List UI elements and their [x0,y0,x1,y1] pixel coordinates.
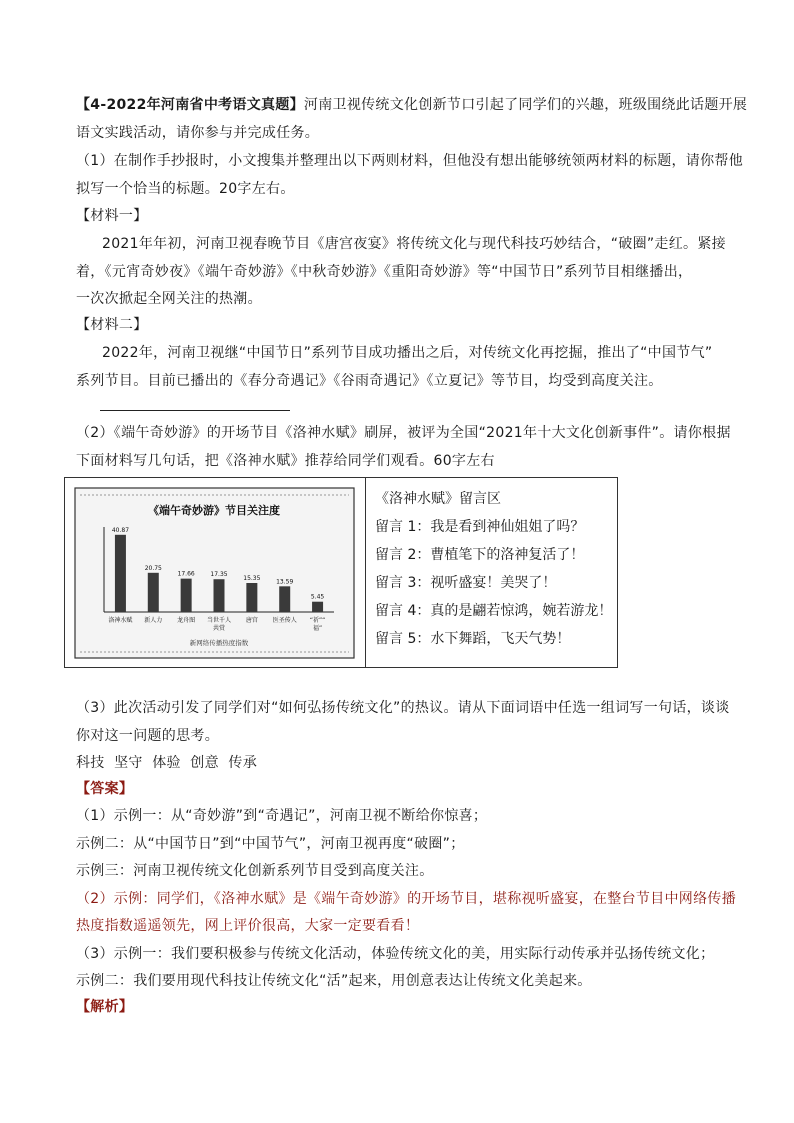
chart-bar [246,583,257,612]
chart-value-label: 40.87 [111,526,130,534]
chart-value-label: 20.75 [144,564,162,572]
chart-value-label: 5.45 [310,593,325,601]
answer-heading: 【答案】 [76,781,134,797]
intro-line-1 [76,96,748,114]
chart-category-label: 洛神水赋 [108,617,133,624]
material-2-heading: 【材料二】 [76,317,148,333]
chart-category-label: 共赏 [212,625,226,632]
bar-chart [74,487,355,659]
chart-bar [115,535,126,612]
answer-blank-line [100,410,290,411]
intro-line-2: 语文实践活动，请你参与并完成任务。 [76,125,320,141]
q1-line-2: 拟写一个恰当的标题。20字左右。 [76,181,295,197]
material-table [64,477,618,668]
answer-3-example-2: 示例二：我们要用现代科技让传统文化“活”起来，用创意表达让传统文化美起来。 [76,973,592,989]
q3-line-1: （3）此次活动引发了同学们对“如何弘扬传统文化”的热议。请从下面词语中任选一组词写一句话，谈谈 [76,700,730,716]
chart-category-label: “祈”“ [309,617,326,624]
chart-category-label: 当世千人 [206,617,232,624]
q3-line-2: 你对这一问题的思考。 [76,728,219,744]
chart-bar [181,579,192,612]
chart-bar [279,586,290,612]
q3-word-options: 科技 坚守 体验 创意 传承 [76,755,258,771]
q2-line-1: （2）《端午奇妙游》的开场节目《洛神水赋》刷屏，被评为全国“2021年十大文化创新事件”。请你根据 [76,425,731,441]
answer-3-example-1: （3）示例一：我们要积极参与传统文化活动，体验传统文化的美，用实际行动传承并弘扬传统文化； [76,946,715,962]
chart-bar [148,573,159,612]
answer-1-example-3: 示例三：河南卫视传统文化创新系列节目受到高度关注。 [76,863,434,879]
chart-value-label: 15.35 [243,575,261,583]
chart-bar [312,602,323,612]
chart-svg [74,487,355,659]
material-1-line-2: 着，《元宵奇妙夜》《端午奇妙游》《中秋奇妙游》《重阳奇妙游》等“中国节日”系列节目相继播出， [76,264,693,280]
material-2-line-1: 2022年，河南卫视继“中国节日”系列节目成功播出之后，对传统文化再挖掘，推出了“中国节气” [102,345,713,361]
intro-text: 河南卫视传统文化创新节口引起了同学们的兴趣，班级围绕此话题开展 [303,97,748,113]
chart-category-label: 唐宫 [245,617,258,624]
comment-item: 留言 5：水下舞蹈，飞天气势！ [375,631,571,647]
chart-category-label: 新人力 [144,617,163,624]
chart-value-label: 13.59 [276,578,294,586]
material-2-line-2: 系列节目。目前已播出的《春分奇遇记》《谷雨奇遇记》《立夏记》等节目，均受到高度关注。 [76,373,663,389]
chart-caption: 新网络传播热度指数 [189,639,249,647]
material-1-line-3: 一次次掀起全网关注的热潮。 [76,291,262,307]
answer-1-example-1: （1）示例一：从“奇妙游”到“奇遇记”，河南卫视不断给你惊喜； [76,808,488,824]
table-divider [365,478,366,667]
source-tag: 【4-2022年河南省中考语文真题】 [76,97,304,113]
chart-value-label: 17.35 [210,571,228,579]
q2-line-2: 下面材料写几句话，把《洛神水赋》推荐给同学们观看。60字左右 [76,453,495,469]
chart-category-label: 福” [313,625,323,632]
answer-2-line-1: （2）示例：同学们，《洛神水赋》是《端午奇妙游》的开场节目，堪称视听盛宴，在整台节目中网络传播 [76,891,737,907]
chart-value-label: 17.66 [177,570,195,578]
chart-category-label: 医圣传人 [272,617,297,624]
chart-category-label: 龙舟图 [177,617,196,624]
comment-item: 留言 2：曹植笔下的洛神复活了！ [375,547,585,563]
comment-item: 留言 3：视听盛宴！美哭了！ [375,575,557,591]
analysis-heading: 【解析】 [76,999,134,1015]
material-1-line-1: 2021年年初，河南卫视春晚节目《唐宫夜宴》将传统文化与现代科技巧妙结合，“破圈”走红。紧接 [102,236,726,252]
answer-2-line-2: 热度指数遥遥领先，网上评价很高，大家一定要看看！ [76,918,420,934]
answer-1-example-2: 示例二：从“中国节日”到“中国节气”，河南卫视再度“破圈”； [76,836,465,852]
material-1-heading: 【材料一】 [76,208,148,224]
comment-section-title: 《洛神水赋》留言区 [375,491,501,507]
chart-bar [214,579,225,612]
chart-title: 《端午奇妙游》节目关注度 [148,504,280,517]
comment-item: 留言 1：我是看到神仙姐姐了吗？ [375,519,585,535]
q1-line-1: （1）在制作手抄报时，小文搜集并整理出以下两则材料，但他没有想出能够统领两材料的标题，请你帮他 [76,153,744,169]
comment-item: 留言 4：真的是翩若惊鸿，婉若游龙！ [375,603,613,619]
